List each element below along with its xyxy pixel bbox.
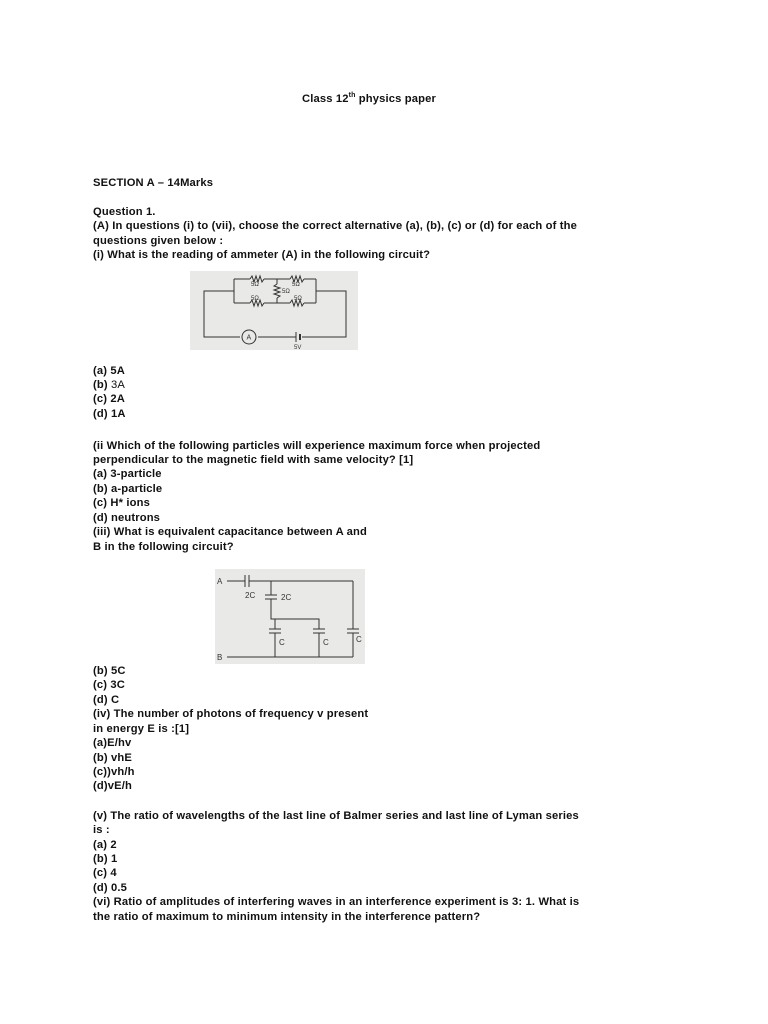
- question-iii-line2: B in the following circuit?: [93, 541, 234, 553]
- option-i-b-value: 3A: [111, 379, 125, 391]
- resistor-label-bottom-right: 5Ω: [294, 296, 302, 302]
- question-heading: Question 1.: [93, 206, 156, 218]
- option-v-b: (b) 1: [93, 853, 118, 865]
- resistor-circuit-figure: [190, 271, 358, 350]
- page-title: [302, 89, 436, 106]
- option-ii-c: (c) H* ions: [93, 497, 150, 509]
- question-ii-line2: perpendicular to the magnetic field with same velocity? [1]: [93, 454, 414, 466]
- question-v-line2: is :: [93, 824, 110, 836]
- title-superscript: th: [348, 92, 356, 99]
- question-iv-line1: (iv) The number of photons of frequency v present: [93, 708, 369, 720]
- option-iv-d: (d)vE/h: [93, 780, 132, 792]
- question-intro-line1: (A) In questions (i) to (vii), choose the correct alternative (a), (b), (c) or (d) for each of the: [93, 220, 577, 232]
- option-i-d: (d) 1A: [93, 408, 126, 420]
- question-intro-line2: questions given below :: [93, 235, 224, 247]
- option-i-c: (c) 2A: [93, 393, 125, 405]
- resistor-label-top-right: 5Ω: [292, 282, 300, 288]
- resistor-label-middle: 5Ω: [282, 289, 290, 295]
- capacitor-2c-label-right: 2C: [281, 593, 292, 602]
- option-iii-c: (c) 3C: [93, 679, 125, 691]
- section-heading: SECTION A – 14Marks: [93, 177, 214, 189]
- option-v-a: (a) 2: [93, 839, 117, 851]
- question-v-line1: (v) The ratio of wavelengths of the last line of Balmer series and last line of Lyman series: [93, 810, 579, 822]
- capacitor-2c-label-left: 2C: [245, 591, 256, 600]
- capacitor-c-label-1: C: [279, 638, 285, 647]
- resistor-label-bottom-left: 5Ω: [251, 296, 259, 302]
- option-i-b: [93, 378, 125, 392]
- terminal-b-label: B: [217, 653, 223, 662]
- capacitor-c-label-2: C: [323, 638, 329, 647]
- option-iv-b: (b) vhE: [93, 752, 132, 764]
- resistor-label-top-left: 5Ω: [251, 282, 259, 288]
- terminal-a-label: A: [217, 577, 223, 586]
- option-v-d: (d) 0.5: [93, 882, 127, 894]
- question-vi-line1: (vi) Ratio of amplitudes of interfering waves in an interference experiment is 3: 1. What is: [93, 896, 580, 908]
- question-i-text: (i) What is the reading of ammeter (A) in the following circuit?: [93, 249, 431, 261]
- capacitor-c-label-3: C: [356, 635, 362, 644]
- title-rest: physics paper: [355, 93, 436, 105]
- title-main: Class 12: [302, 93, 349, 105]
- option-i-a: (a) 5A: [93, 365, 125, 377]
- option-ii-a: (a) 3-particle: [93, 468, 162, 480]
- option-iii-b: (b) 5C: [93, 665, 126, 677]
- option-iv-c: (c))vh/h: [93, 766, 135, 778]
- ammeter-label: A: [246, 334, 252, 342]
- question-iii-line1: (iii) What is equivalent capacitance between A and: [93, 526, 367, 538]
- question-iv-line2: in energy E is :[1]: [93, 723, 190, 735]
- battery-label: 5V: [294, 345, 302, 350]
- option-iv-a: (a)E/hv: [93, 737, 132, 749]
- option-i-b-label: (b): [93, 379, 111, 391]
- option-ii-b: (b) a-particle: [93, 483, 163, 495]
- capacitor-circuit-figure: [215, 569, 365, 664]
- option-ii-d: (d) neutrons: [93, 512, 161, 524]
- question-ii-line1: (ii Which of the following particles will experience maximum force when projected: [93, 440, 541, 452]
- option-v-c: (c) 4: [93, 867, 117, 879]
- option-iii-d: (d) C: [93, 694, 120, 706]
- question-vi-line2: the ratio of maximum to minimum intensity in the interference pattern?: [93, 911, 481, 923]
